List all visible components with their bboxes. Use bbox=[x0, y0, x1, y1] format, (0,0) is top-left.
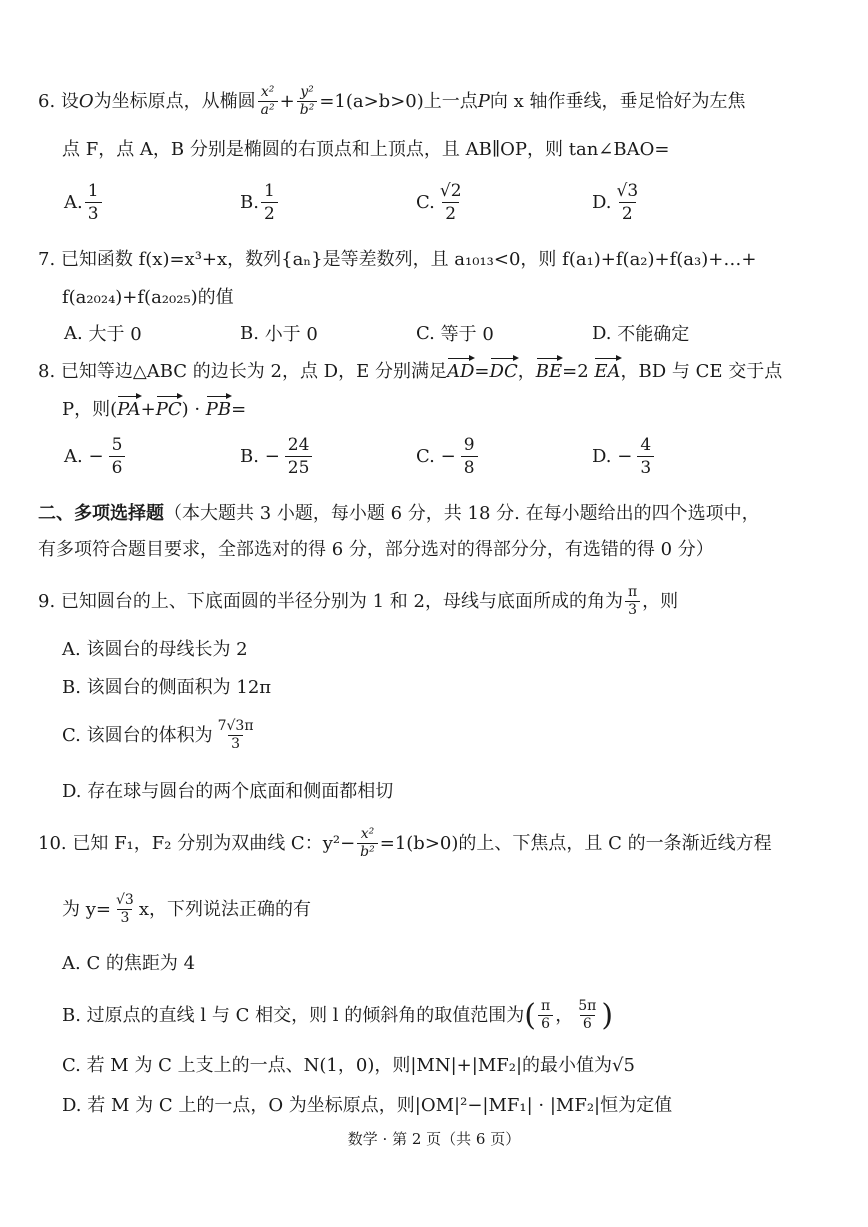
q7-option-b[interactable]: B. 小于 0 bbox=[240, 322, 318, 345]
q10-hyperbola-frac: $\frac{\text{x²}}{\text{b²}}$ bbox=[357, 826, 378, 861]
q7-line2: f(a₂₀₂₄)+f(a₂₀₂₅)的值 bbox=[62, 287, 234, 308]
q8-line2: P，则(PA+PC) · PB= bbox=[62, 399, 247, 420]
vector-pc: PC bbox=[155, 399, 182, 420]
q8-option-c[interactable]: C. − $\frac{9}{8}$ bbox=[416, 434, 480, 479]
q9-option-d[interactable]: D. 存在球与圆台的两个底面和侧面都相切 bbox=[62, 781, 394, 802]
section2-line2: 有多项符合题目要求，全部选对的得 6 分，部分选对的得部分分，有选错的得 0 分） bbox=[38, 539, 714, 560]
q6-ellipse-plus: + bbox=[279, 90, 295, 112]
q10-option-a[interactable]: A. C 的焦距为 4 bbox=[62, 953, 196, 974]
q6-option-d[interactable]: D. $\frac{√3}{2}$ bbox=[592, 181, 639, 224]
vector-dc: DC bbox=[489, 361, 518, 382]
q9-option-c[interactable]: C. 该圆台的体积为 $\frac{7√3\pi}{3}$ bbox=[62, 718, 259, 753]
q7-option-d[interactable]: D. 不能确定 bbox=[592, 322, 690, 345]
q10-option-c[interactable]: C. 若 M 为 C 上支上的一点、N(1，0)，则|MN|+|MF₂|的最小值为√5 bbox=[62, 1055, 635, 1076]
q10-line2: 为 y= $\frac{√3}{3}$ x，下列说法正确的有 bbox=[62, 892, 311, 926]
section2-title: 二、多项选择题 bbox=[38, 503, 164, 524]
q8-options bbox=[0, 434, 868, 494]
q6-line2: 点 F，点 A，B 分别是椭圆的右顶点和上顶点，且 AB∥OP，则 tan∠BAO= bbox=[62, 139, 670, 160]
vector-pb: PB bbox=[205, 399, 232, 420]
q10-range-upper: $\frac{5\pi}{6}$ bbox=[578, 998, 597, 1032]
q6-origin-o: O bbox=[78, 90, 94, 112]
q6-line1-c: =1(a>b>0)上一点 bbox=[319, 90, 478, 112]
q6-option-b[interactable]: B. $\frac{1}{2}$ bbox=[240, 180, 280, 225]
q10-line1: 10. 已知 F₁，F₂ 分别为双曲线 C：y²− $\frac{\text{x²}}{\text{b²}}$ =1(b>0)的上、下焦点，且 C 的一条渐近线方程 bbox=[38, 826, 772, 860]
q10-asymptote-frac: $\frac{√3}{3}$ bbox=[115, 892, 134, 926]
q7-option-c[interactable]: C. 等于 0 bbox=[416, 322, 494, 345]
q6-option-a[interactable]: A. $\frac{1}{3}$ bbox=[64, 180, 104, 225]
q10-range-lower: $\frac{\pi}{6}$ bbox=[538, 998, 553, 1033]
q6-line1-a: 6. 设 bbox=[38, 90, 79, 112]
q7-options bbox=[0, 318, 868, 348]
q6-line1-d: 向 x 轴作垂线，垂足恰好为左焦 bbox=[489, 90, 746, 112]
vector-ad: AD bbox=[446, 361, 475, 382]
vector-ea: EA bbox=[594, 361, 621, 382]
q6-ellipse-frac-y: $\frac{\text{y²}}{\text{b²}}$ bbox=[297, 84, 318, 119]
q10-option-d[interactable]: D. 若 M 为 C 上的一点，O 为坐标原点，则|OM|²−|MF₁| · |MF₂|恒为定值 bbox=[62, 1095, 673, 1116]
q8-option-a[interactable]: A. − $\frac{5}{6}$ bbox=[64, 434, 127, 479]
q6-line1 bbox=[38, 84, 745, 119]
vector-be: BE bbox=[535, 361, 563, 382]
q7-option-a[interactable]: A. 大于 0 bbox=[64, 322, 142, 345]
section2-line1: 二、多项选择题（本大题共 3 小题，每小题 6 分，共 18 分. 在每小题给出的四个选项中， bbox=[38, 503, 760, 524]
q8-option-d[interactable]: D. − $\frac{4}{3}$ bbox=[592, 434, 656, 479]
q6-option-c[interactable]: C. $\frac{√2}{2}$ bbox=[416, 181, 462, 224]
q9-line1: 9. 已知圆台的上、下底面圆的半径分别为 1 和 2，母线与底面所成的角为 $\frac{\pi}{3}$ ，则 bbox=[38, 584, 679, 618]
q6-options bbox=[0, 180, 868, 240]
q8-option-b[interactable]: B. − $\frac{24}{25}$ bbox=[240, 434, 314, 479]
q6-ellipse-frac-x: $\frac{\text{x²}}{\text{a²}}$ bbox=[258, 84, 278, 119]
vector-pa: PA bbox=[117, 399, 141, 420]
q9-angle-frac: $\frac{\pi}{3}$ bbox=[625, 584, 640, 619]
q10-option-b[interactable]: B. 过原点的直线 l 与 C 相交，则 l 的倾斜角的取值范围为 ( $\frac{\pi}{6}$ ， $\frac{5\pi}{6}$ ) bbox=[62, 997, 614, 1033]
q6-point-p: P bbox=[477, 90, 490, 112]
q7-line1: 7. 已知函数 f(x)=x³+x，数列{aₙ}是等差数列，且 a₁₀₁₃<0，则 f(a₁)+f(a₂)+f(a₃)+…+ bbox=[38, 249, 757, 270]
page-footer: 数学 · 第 2 页（共 6 页） bbox=[347, 1130, 521, 1148]
q6-line1-b: 为坐标原点，从椭圆 bbox=[93, 90, 256, 112]
q9-option-a[interactable]: A. 该圆台的母线长为 2 bbox=[62, 639, 248, 660]
q9-option-b[interactable]: B. 该圆台的侧面积为 12π bbox=[62, 677, 272, 698]
q8-line1: 8. 已知等边△ABC 的边长为 2，点 D，E 分别满足AD=DC，BE=2 EA，BD 与 CE 交于点 bbox=[38, 361, 783, 382]
q9-volume-frac: $\frac{7√3\pi}{3}$ bbox=[217, 718, 254, 752]
